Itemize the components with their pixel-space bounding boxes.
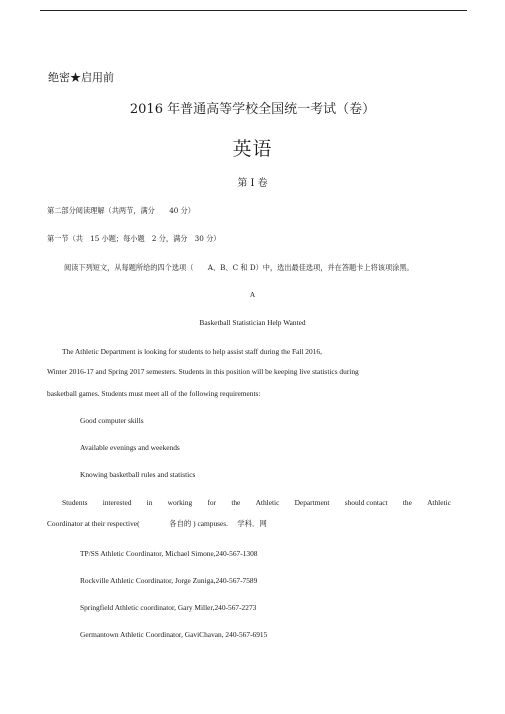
requirement-item: Good computer skills: [80, 416, 144, 425]
volume-label: 第 I 卷: [237, 178, 268, 189]
coordinator-contact: Springfield Athletic coordinator, Gary Miller,240-567-2273: [80, 603, 257, 612]
paragraph-line: The Athletic Department is looking for students to help assist staff during the Fall 2016,: [62, 347, 322, 356]
contact-word: for: [207, 498, 217, 507]
coordinator-contact: Germantown Athletic Coordinator, GaviChavan, 240-567-6915: [80, 630, 268, 639]
coordinator-contact: Rockville Athletic Coordinator, Jorge Zuniga,240-567-7589: [80, 576, 258, 585]
requirement-item: Available evenings and weekends: [80, 443, 180, 452]
exam-title: 2016 年普通高等学校全国统一考试（卷）: [129, 102, 376, 117]
contact-word: interested: [102, 498, 132, 507]
instruction-text: 阅读下列短文，从每题所给的四个选项（ A、B、C 和 D）中，选出最佳选项，并在答题卡上将该项涂黑。: [64, 263, 414, 272]
contact-word: Department: [294, 498, 330, 507]
paragraph-line: basketball games. Students must meet all of the following requirements:: [47, 389, 261, 398]
contact-line-continued: Coordinator at their respective( 各自的 ) campuses. 学科．网: [47, 519, 267, 528]
paragraph-line: Winter 2016-17 and Spring 2017 semesters. Students in this position will be keeping live statistics during: [47, 367, 359, 376]
passage-letter: A: [249, 290, 256, 299]
contact-word: should contact: [344, 498, 388, 507]
contact-word: working: [167, 498, 193, 507]
coordinator-contact: TP/SS Athletic Coordinator, Michael Simone,240-567-1308: [80, 549, 258, 558]
contact-word: in: [146, 498, 153, 507]
contact-word: the: [402, 498, 412, 507]
section-part-heading: 第二部分阅读理解（共两节，满分 40 分）: [47, 206, 195, 215]
contact-word: the: [231, 498, 241, 507]
passage-title: Basketball Statistician Help Wanted: [199, 318, 306, 327]
contact-line: [62, 498, 451, 507]
contact-word: Athletic: [427, 498, 451, 507]
classified-label: 绝密★启用前: [48, 71, 114, 84]
section-one-heading: 第一节（共 15 小题；每小题 2 分，满分 30 分）: [47, 234, 221, 243]
contact-word: Athletic: [255, 498, 280, 507]
contact-word: Students: [62, 498, 88, 507]
subject-title: 英语: [232, 138, 273, 160]
requirement-item: Knowing basketball rules and statistics: [80, 470, 196, 479]
header-rule: [40, 10, 467, 11]
